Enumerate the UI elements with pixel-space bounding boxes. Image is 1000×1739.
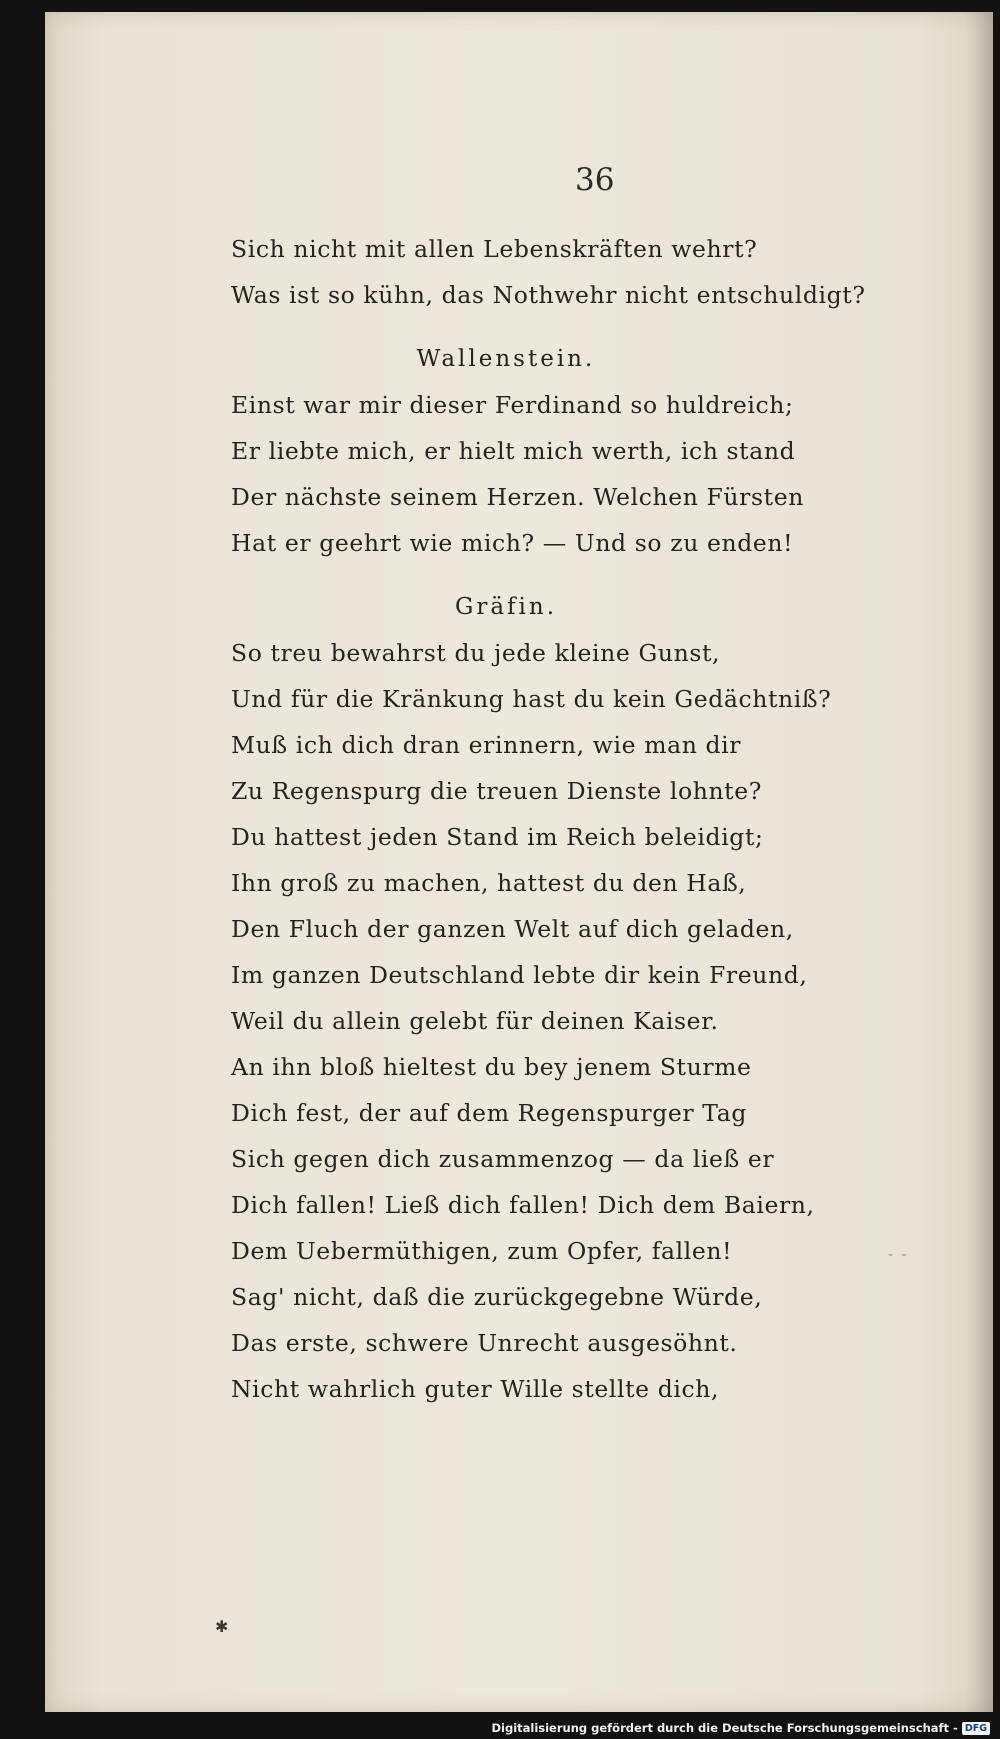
verse-line: Hat er geehrt wie mich? — Und so zu enden! xyxy=(231,529,794,557)
verse-line: Weil du allein gelebt für deinen Kaiser. xyxy=(231,1007,719,1035)
verse-line: So treu bewahrst du jede kleine Gunst, xyxy=(231,639,721,667)
verse-line: Den Fluch der ganzen Welt auf dich geladen, xyxy=(231,915,794,943)
speaker-name-graefin: Gräfin. xyxy=(454,594,558,620)
verse-line: Im ganzen Deutschland lebte dir kein Freund, xyxy=(231,961,808,989)
verse-line: Ihn groß zu machen, hattest du den Haß, xyxy=(231,869,747,897)
verse-line: Der nächste seinem Herzen. Welchen Fürsten xyxy=(231,483,804,511)
page-number: 36 xyxy=(575,162,615,198)
book-page xyxy=(45,12,993,1712)
speaker-name-wallenstein: Wallenstein. xyxy=(416,346,596,372)
spine-shadow xyxy=(965,12,993,1712)
verse-line: Er liebte mich, er hielt mich werth, ich stand xyxy=(231,437,796,465)
credit-text: Digitalisierung gefördert durch die Deutsche Forschungsgemeinschaft - xyxy=(491,1721,958,1735)
verse-line: Nicht wahrlich guter Wille stellte dich, xyxy=(231,1375,720,1403)
verse-line: Sag' nicht, daß die zurückgegebne Würde, xyxy=(231,1283,763,1311)
verse-line: An ihn bloß hieltest du bey jenem Sturme xyxy=(231,1053,752,1081)
verse-line: Sich gegen dich zusammenzog — da ließ er xyxy=(231,1145,775,1173)
verse-line: Dich fest, der auf dem Regenspurger Tag xyxy=(231,1099,747,1127)
verse-line: Das erste, schwere Unrecht ausgesöhnt. xyxy=(231,1329,738,1357)
verse-line: Zu Regenspurg die treuen Dienste lohnte? xyxy=(231,777,762,805)
digitization-credit xyxy=(491,1719,990,1737)
verse-line: Was ist so kühn, das Nothwehr nicht entschuldigt? xyxy=(231,281,866,309)
verse-line: Sich nicht mit allen Lebenskräften wehrt? xyxy=(231,235,758,263)
verse-line: Muß ich dich dran erinnern, wie man dir xyxy=(231,731,742,759)
margin-mark: - - xyxy=(888,1247,909,1263)
verse-line: Du hattest jeden Stand im Reich beleidigt; xyxy=(231,823,764,851)
ink-spot: ✱ xyxy=(215,1617,229,1636)
verse-line: Einst war mir dieser Ferdinand so huldreich; xyxy=(231,391,794,419)
verse-text-block xyxy=(231,226,931,1412)
verse-line: Dich fallen! Ließ dich fallen! Dich dem Baiern, xyxy=(231,1191,815,1219)
verse-line: Und für die Kränkung hast du kein Gedächtniß? xyxy=(231,685,832,713)
dfg-logo-icon: DFG xyxy=(962,1722,990,1735)
verse-line: Dem Uebermüthigen, zum Opfer, fallen! xyxy=(231,1237,733,1265)
